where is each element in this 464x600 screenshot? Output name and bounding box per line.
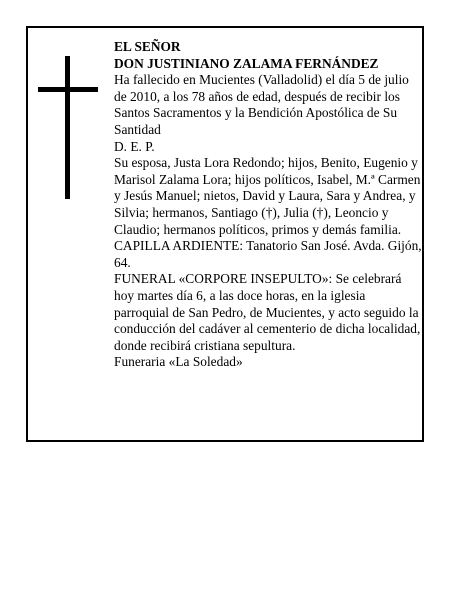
funeral-home: Funeraria «La Soledad» — [114, 354, 243, 370]
obituary-notice — [26, 26, 424, 442]
notice-title: EL SEÑOR — [114, 39, 181, 54]
obituary-text — [114, 39, 422, 371]
latin-cross-icon — [38, 56, 98, 199]
deceased-name: DON JUSTINIANO ZALAMA FERNÁNDEZ — [114, 55, 379, 71]
dep-line: D. E. P. — [114, 138, 155, 154]
cross-vertical-bar — [65, 56, 70, 199]
cross-horizontal-bar — [38, 87, 98, 92]
chapel-paragraph: CAPILLA ARDIENTE: Tanatorio San José. Avda. Gijón, 64. — [114, 238, 422, 270]
family-paragraph: Su esposa, Justa Lora Redondo; hijos, Benito, Eugenio y Marisol Zalama Lora; hijos políticos, Isabel, M.ª Carmen y Jesús Manuel; nietos, David y Laura, Sara y Andrea, y Silvia; hermanos, Santiago (†), Julia (†), Leoncio y Claudio; hermanos políticos, primos y demás familia. — [114, 155, 421, 237]
funeral-paragraph: FUNERAL «CORPORE INSEPULTO»: Se celebrará hoy martes día 6, a las doce horas, en la iglesia parroquial de San Pedro, de Mucientes, y acto seguido la conducción del cadáver al cementerio de dicha localidad, donde recibirá cristiana sepultura. — [114, 271, 421, 353]
death-paragraph: Ha fallecido en Mucientes (Valladolid) el día 5 de julio de 2010, a los 78 años de edad, después de recibir los Santos Sacramentos y la Bendición Apostólica de Su Santidad — [114, 72, 409, 137]
